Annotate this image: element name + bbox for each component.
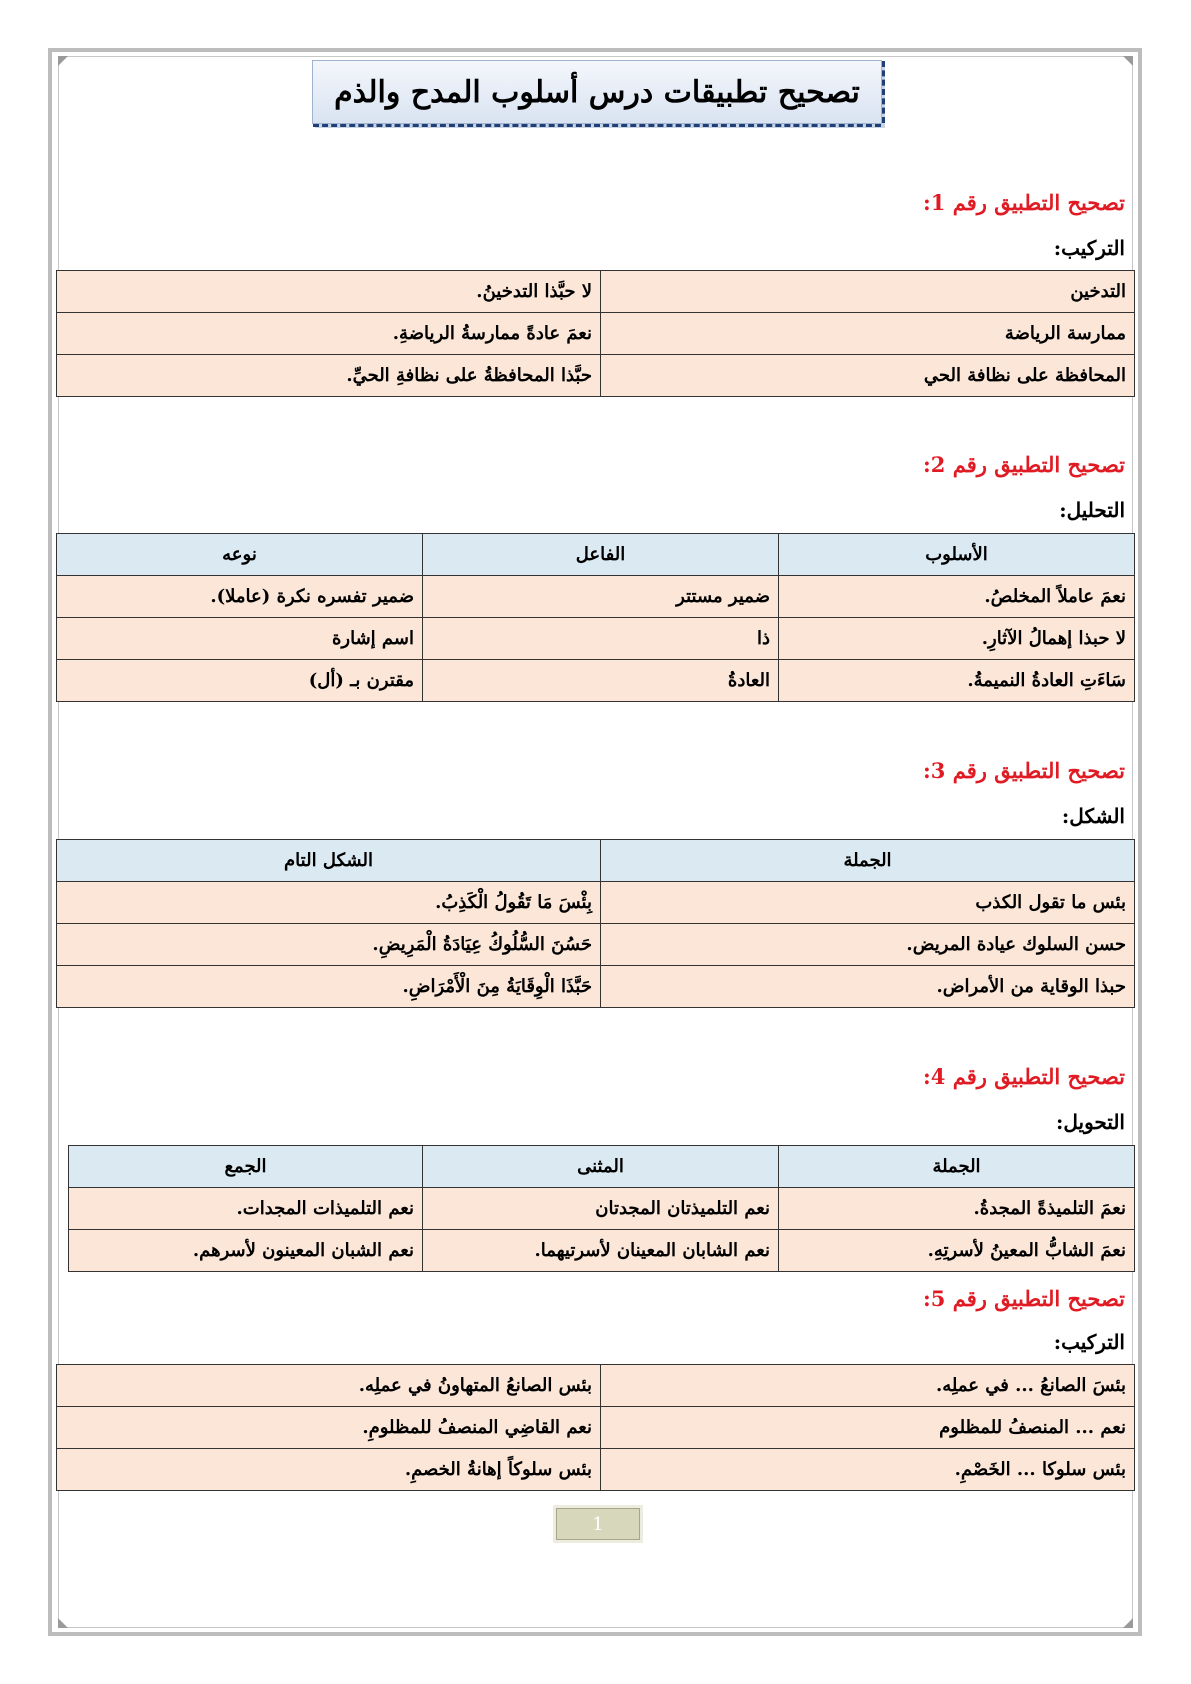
table-cell: ذا [423, 618, 779, 660]
table-cell: مقترن بـ (أل) [57, 660, 423, 702]
table-cell: بِئْسَ مَا تَقُولُ الْكَذِبُ. [57, 882, 601, 924]
section-1-heading: تصحيح التطبيق رقم 1: [923, 190, 1125, 215]
table-row [57, 882, 1135, 924]
column-header: الجملة [601, 840, 1135, 882]
table-row [57, 1365, 1135, 1407]
table-cell: المحافظة على نظافة الحي [601, 355, 1135, 397]
table-row [57, 576, 1135, 618]
table-cell: العادةُ [423, 660, 779, 702]
column-header: المثنى [423, 1146, 779, 1188]
table-row [69, 1188, 1135, 1230]
table-cell: ممارسة الرياضة [601, 313, 1135, 355]
table-cell: بئس الصانعُ المتهاونُ في عملِه. [57, 1365, 601, 1407]
table-row [57, 660, 1135, 702]
table-row [57, 271, 1135, 313]
column-header: الشكل التام [57, 840, 601, 882]
table-row [69, 1230, 1135, 1272]
table-row [57, 355, 1135, 397]
table-cell: نعمَ عادةً ممارسةُ الرياضةِ. [57, 313, 601, 355]
section-4-label: التحويل: [1055, 1110, 1125, 1134]
table-cell: لا حبَّذا التدخينُ. [57, 271, 601, 313]
table-cell: حبَّذا المحافظةُ على نظافةِ الحيِّ. [57, 355, 601, 397]
table-row [57, 966, 1135, 1008]
table-cell: ضمير تفسره نكرة (عاملا). [57, 576, 423, 618]
table-header-row [57, 840, 1135, 882]
section-2-table [56, 533, 1135, 702]
corner-ornament [58, 1618, 68, 1628]
table-cell: بئس سلوكاً إهانةُ الخصمِ. [57, 1449, 601, 1491]
page-title: تصحيح تطبيقات درس أسلوب المدح والذم [334, 74, 860, 110]
table-cell: نعمَ الشابُّ المعينُ لأسرتِهِ. [779, 1230, 1135, 1272]
table-cell: اسم إشارة [57, 618, 423, 660]
table-cell: نعمَ عاملاً المخلصُ. [779, 576, 1135, 618]
table-cell: حَسُنَ السُّلُوكُ عِيَادَةُ الْمَرِيضِ. [57, 924, 601, 966]
table-cell: حسن السلوك عيادة المريض. [601, 924, 1135, 966]
table-cell: نعم ... المنصفُ للمظلوم [601, 1407, 1135, 1449]
column-header: نوعه [57, 534, 423, 576]
table-cell: نعم القاضِي المنصفُ للمظلومِ. [57, 1407, 601, 1449]
table-row [57, 1407, 1135, 1449]
section-1-label: التركيب: [1053, 236, 1125, 260]
section-3-label: الشكل: [1061, 804, 1125, 828]
table-header-row [69, 1146, 1135, 1188]
table-header-row [57, 534, 1135, 576]
table-cell: بئس ما تقول الكذب [601, 882, 1135, 924]
table-cell: حَبَّذَا الْوِقَايَةُ مِنَ الْأَمْرَاضِ. [57, 966, 601, 1008]
table-cell: نعمَ التلميذةً المجدةُ. [779, 1188, 1135, 1230]
section-4-heading: تصحيح التطبيق رقم 4: [923, 1064, 1125, 1089]
table-cell: ضمير مستتر [423, 576, 779, 618]
table-row [57, 313, 1135, 355]
section-3-heading: تصحيح التطبيق رقم 3: [923, 758, 1125, 783]
section-2-label: التحليل: [1059, 498, 1125, 522]
section-2-heading: تصحيح التطبيق رقم 2: [923, 452, 1125, 477]
table-row [57, 618, 1135, 660]
section-4-table [68, 1145, 1135, 1272]
section-5-heading: تصحيح التطبيق رقم 5: [923, 1286, 1125, 1311]
corner-ornament [1123, 1618, 1133, 1628]
table-cell: نعم الشبان المعينون لأسرهم. [69, 1230, 423, 1272]
table-cell: لا حبذا إهمالُ الآثارِ. [779, 618, 1135, 660]
table-cell: نعم التلميذات المجدات. [69, 1188, 423, 1230]
column-header: الجملة [779, 1146, 1135, 1188]
section-1-table [56, 270, 1135, 397]
corner-ornament [1123, 56, 1133, 66]
table-row [57, 924, 1135, 966]
table-cell: بئسَ الصانعُ ... في عملِه. [601, 1365, 1135, 1407]
corner-ornament [58, 56, 68, 66]
table-cell: بئس سلوكا ... الخَصْمِ. [601, 1449, 1135, 1491]
table-cell: نعم الشابان المعينان لأسرتيهما. [423, 1230, 779, 1272]
section-5-label: التركيب: [1053, 1330, 1125, 1354]
table-row [57, 1449, 1135, 1491]
table-cell: حبذا الوقاية من الأمراض. [601, 966, 1135, 1008]
page-number: 1 [556, 1508, 640, 1540]
column-header: الفاعل [423, 534, 779, 576]
title-box [312, 60, 882, 124]
section-3-table [56, 839, 1135, 1008]
table-cell: التدخين [601, 271, 1135, 313]
column-header: الجمع [69, 1146, 423, 1188]
table-cell: سَاءَتِ العادةُ النميمةُ. [779, 660, 1135, 702]
section-5-table [56, 1364, 1135, 1491]
table-cell: نعم التلميذتان المجدتان [423, 1188, 779, 1230]
column-header: الأسلوب [779, 534, 1135, 576]
